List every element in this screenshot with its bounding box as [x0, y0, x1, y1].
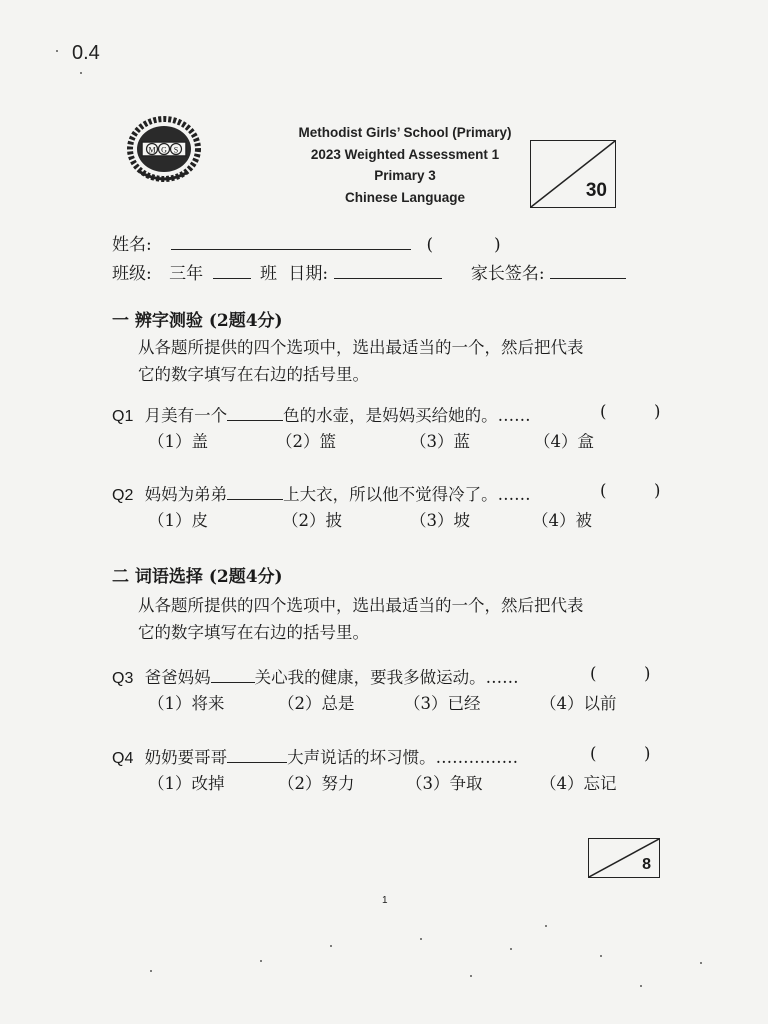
question-text-before: 月美有一个 [144, 406, 228, 425]
assessment-title: 2023 Weighted Assessment 1 [310, 146, 500, 162]
page-number: 1 [382, 895, 388, 906]
question-text-before: 爸爸妈妈 [144, 668, 211, 687]
instruction-line: 从各题所提供的四个选项中，选出最适当的一个，然后把代表 [138, 596, 584, 615]
question-text-after: 大声说话的坏习惯。…………… [287, 748, 519, 767]
svg-text:G: G [161, 145, 167, 155]
option-3: （3）坡 [410, 511, 470, 530]
question-q2 [112, 481, 672, 505]
class-row [112, 259, 626, 284]
answer-paren-close: ) [644, 664, 651, 683]
section-2-instruction [138, 592, 584, 646]
answer-field[interactable] [602, 664, 640, 684]
answer-paren-open: ( [590, 744, 597, 763]
class-number-open-paren: ( [426, 235, 434, 255]
total-score: 30 [585, 180, 607, 201]
answer-paren-close: ) [654, 402, 661, 421]
question-text-after: 关心我的健康，要我多做运动。…… [254, 668, 519, 687]
question-blank [211, 669, 255, 683]
instruction-line: 它的数字填写在右边的括号里。 [138, 623, 369, 642]
class-number-close-paren: ) [494, 235, 501, 255]
q3-options [148, 690, 648, 712]
option-1: （1）改掉 [148, 774, 225, 793]
level-label: Primary 3 [374, 168, 436, 183]
class-label: 班级: [112, 264, 152, 284]
option-3: （3）已经 [404, 694, 481, 713]
option-1: （1）盖 [148, 432, 208, 451]
corner-mark: 0.4 [72, 42, 100, 64]
assessment-header [260, 122, 550, 208]
section-1-title: 一 辨字测验 (2题4分) [112, 311, 283, 331]
name-row [112, 230, 501, 255]
parent-signature-field[interactable] [550, 264, 626, 279]
name-label: 姓名: [112, 235, 152, 255]
question-number: Q1 [112, 408, 134, 425]
date-label: 日期: [288, 264, 329, 284]
question-number: Q2 [112, 487, 134, 504]
date-field[interactable] [334, 264, 442, 279]
question-text-before: 奶奶要哥哥 [144, 748, 228, 767]
option-1: （1）将来 [148, 694, 225, 713]
section-2-title: 二 词语选择 (2题4分) [112, 567, 283, 587]
question-text-after: 上大衣，所以他不觉得冷了。…… [283, 485, 531, 504]
question-blank [227, 407, 283, 421]
question-number: Q4 [112, 750, 134, 767]
question-blank [227, 749, 287, 763]
option-3: （3）争取 [406, 774, 483, 793]
answer-paren-open: ( [590, 664, 597, 683]
name-field[interactable] [171, 235, 411, 250]
answer-paren-open: ( [600, 481, 607, 500]
q4-options [148, 770, 648, 792]
question-text-after: 色的水壶，是妈妈买给她的。…… [283, 406, 531, 425]
answer-field[interactable] [612, 402, 650, 422]
option-4: （4）忘记 [540, 774, 617, 793]
section-score: 8 [642, 856, 651, 873]
q1-options [148, 428, 648, 450]
class-suffix: 班 [259, 264, 277, 284]
option-2: （2）努力 [278, 774, 355, 793]
section-1-instruction [138, 334, 584, 388]
svg-text:S: S [173, 145, 179, 155]
option-2: （2）总是 [278, 694, 355, 713]
option-4: （4）被 [532, 511, 592, 530]
instruction-line: 它的数字填写在右边的括号里。 [138, 365, 369, 384]
answer-paren-close: ) [644, 744, 651, 763]
instruction-line: 从各题所提供的四个选项中，选出最适当的一个，然后把代表 [138, 338, 584, 357]
option-4: （4）盒 [534, 432, 594, 451]
question-q4 [112, 744, 672, 768]
class-grade: 三年 [169, 264, 204, 284]
answer-field[interactable] [612, 481, 650, 501]
option-2: （2）披 [282, 511, 342, 530]
question-q3 [112, 664, 672, 688]
option-1: （1）皮 [148, 511, 208, 530]
question-blank [227, 486, 283, 500]
svg-text:M: M [148, 145, 156, 155]
class-field[interactable] [213, 264, 251, 279]
q2-options [148, 507, 648, 529]
answer-paren-close: ) [654, 481, 661, 500]
question-text-before: 妈妈为弟弟 [144, 485, 228, 504]
option-3: （3）蓝 [410, 432, 470, 451]
school-name: Methodist Girls’ School (Primary) [298, 125, 512, 140]
parent-signature-label: 家长签名: [470, 264, 545, 284]
school-logo [126, 114, 202, 184]
section-score-box [588, 838, 660, 878]
total-score-box [530, 140, 616, 208]
subject-label: Chinese Language [344, 189, 466, 205]
answer-paren-open: ( [600, 402, 607, 421]
answer-field[interactable] [602, 744, 640, 764]
question-q1 [112, 402, 672, 426]
question-number: Q3 [112, 670, 134, 687]
option-2: （2）篮 [276, 432, 336, 451]
option-4: （4）以前 [540, 694, 617, 713]
